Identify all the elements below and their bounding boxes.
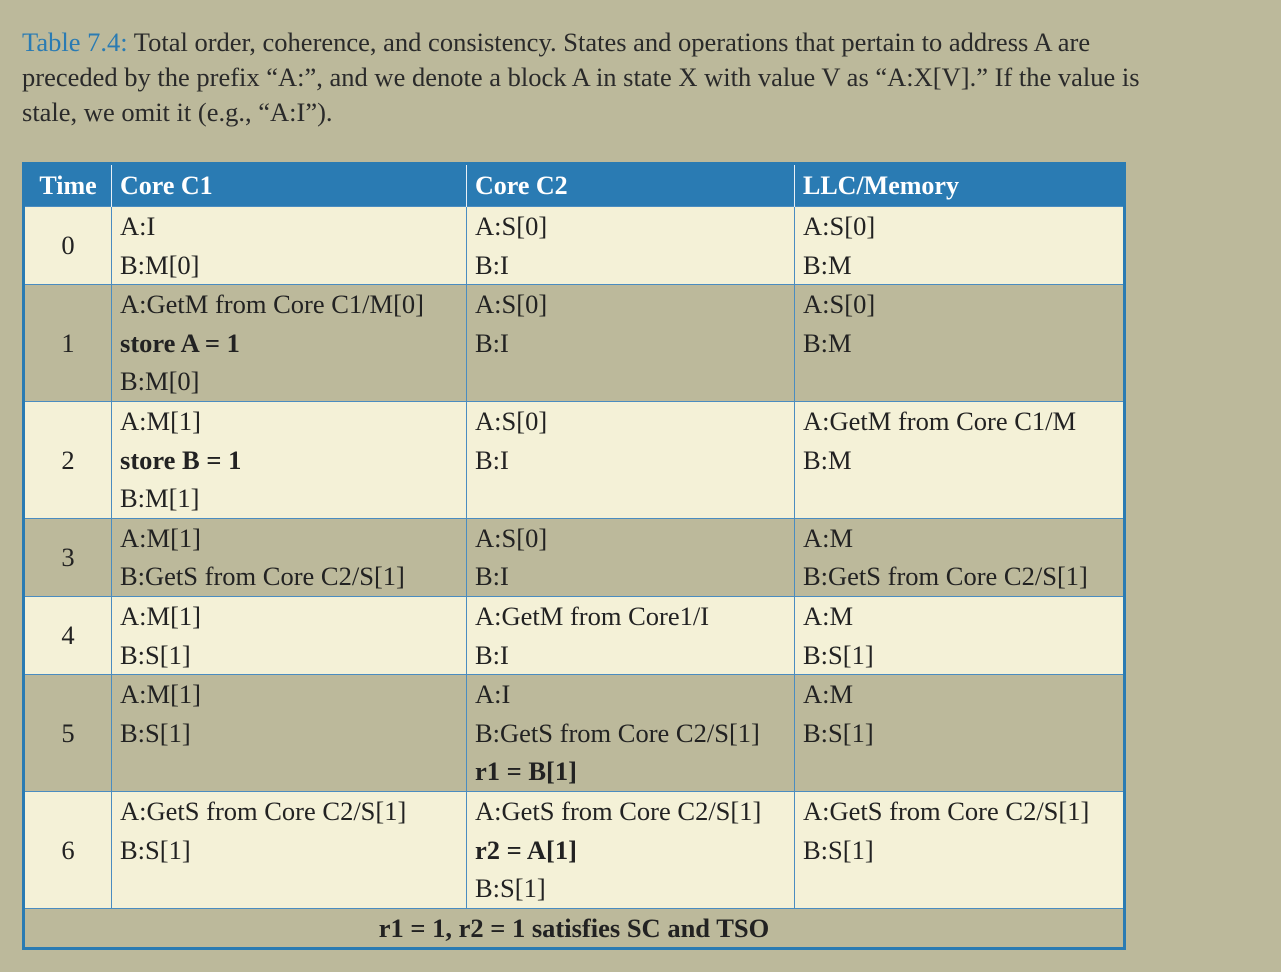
- store-operation: store A = 1: [120, 327, 240, 358]
- llc-cell: [795, 675, 1125, 792]
- time-cell: 4: [24, 596, 112, 674]
- cell-line: B:GetS from Core C2/S[1]: [120, 561, 405, 592]
- caption-text: Total order, coherence, and consistency. States and operations that pertain to address A are preceded by the prefix “A:”, and we denote a block A in state X with value V as “A:X[V].” If the value is stale, we omit it (e.g., “A:I”).: [22, 27, 1140, 127]
- core-c2-cell: [467, 675, 795, 792]
- core-c2-cell: [467, 285, 795, 402]
- cell-line: B:S[1]: [120, 834, 191, 865]
- cell-line: B:I: [475, 249, 509, 280]
- cell-line: B:S[1]: [475, 873, 546, 904]
- header-core-c2: Core C2: [467, 164, 795, 207]
- cell-line: A:M[1]: [120, 405, 201, 436]
- core-c1-cell: [112, 207, 467, 285]
- cell-line: A:M[1]: [120, 679, 201, 710]
- cell-line: B:S[1]: [120, 717, 191, 748]
- core-c2-cell: [467, 596, 795, 674]
- cell-line: B:M: [803, 444, 852, 475]
- header-llc-memory: LLC/Memory: [795, 164, 1125, 207]
- table-header-row: [24, 164, 1125, 207]
- table-row: [24, 207, 1125, 285]
- table-row: [24, 675, 1125, 792]
- cell-line: A:S[0]: [475, 405, 548, 436]
- cell-line: A:M[1]: [120, 522, 201, 553]
- table-footer: r1 = 1, r2 = 1 satisfies SC and TSO: [24, 908, 1125, 948]
- header-time: Time: [24, 164, 112, 207]
- cell-line: B:M: [803, 327, 852, 358]
- core-c1-cell: [112, 401, 467, 518]
- store-operation: store B = 1: [120, 444, 242, 475]
- llc-cell: [795, 518, 1125, 596]
- time-cell: 2: [24, 401, 112, 518]
- cell-line: B:M[0]: [120, 249, 200, 280]
- cell-line: A:S[0]: [475, 522, 548, 553]
- cell-line: A:S[0]: [803, 211, 876, 241]
- cell-line: A:I: [475, 679, 511, 710]
- time-cell: 1: [24, 285, 112, 402]
- cell-line: A:M: [803, 522, 854, 553]
- cell-line: B:I: [475, 444, 509, 475]
- cell-line: B:I: [475, 561, 509, 592]
- table-footer-row: [24, 908, 1125, 948]
- llc-cell: [795, 791, 1125, 908]
- cell-line: A:M: [803, 600, 854, 631]
- llc-cell: [795, 285, 1125, 402]
- cell-line: B:I: [475, 327, 509, 358]
- cell-line: A:I: [120, 211, 156, 241]
- cell-line: A:GetS from Core C2/S[1]: [475, 795, 762, 826]
- header-core-c1: Core C1: [112, 164, 467, 207]
- cell-line: A:S[0]: [475, 211, 548, 241]
- cell-line: B:GetS from Core C2/S[1]: [803, 561, 1088, 592]
- cell-line: A:GetM from Core1/I: [475, 600, 710, 631]
- llc-cell: [795, 207, 1125, 285]
- time-cell: 3: [24, 518, 112, 596]
- load-result: r2 = A[1]: [475, 834, 577, 865]
- cell-line: B:GetS from Core C2/S[1]: [475, 717, 760, 748]
- core-c2-cell: [467, 207, 795, 285]
- cell-line: A:S[0]: [803, 289, 876, 320]
- table-row: [24, 285, 1125, 402]
- time-cell: 6: [24, 791, 112, 908]
- cell-line: A:S[0]: [475, 289, 548, 320]
- table-row: [24, 791, 1125, 908]
- cell-line: A:M: [803, 679, 854, 710]
- llc-cell: [795, 596, 1125, 674]
- llc-cell: [795, 401, 1125, 518]
- coherence-table: [22, 162, 1126, 950]
- cell-line: B:S[1]: [803, 639, 874, 670]
- core-c1-cell: [112, 791, 467, 908]
- core-c2-cell: [467, 791, 795, 908]
- core-c2-cell: [467, 401, 795, 518]
- core-c1-cell: [112, 285, 467, 402]
- load-result: r1 = B[1]: [475, 756, 577, 787]
- core-c1-cell: [112, 518, 467, 596]
- cell-line: A:GetM from Core C1/M: [803, 405, 1077, 436]
- cell-line: A:GetS from Core C2/S[1]: [120, 795, 407, 826]
- core-c1-cell: [112, 675, 467, 792]
- time-cell: 0: [24, 207, 112, 285]
- table-row: [24, 596, 1125, 674]
- cell-line: B:S[1]: [803, 834, 874, 865]
- cell-line: A:GetM from Core C1/M[0]: [120, 289, 424, 320]
- table-row: [24, 401, 1125, 518]
- cell-line: B:M[1]: [120, 483, 200, 514]
- cell-line: B:M[0]: [120, 366, 200, 397]
- cell-line: B:S[1]: [803, 717, 874, 748]
- core-c2-cell: [467, 518, 795, 596]
- table-caption: [22, 25, 1142, 130]
- cell-line: B:M: [803, 249, 852, 280]
- coherence-table-wrapper: [22, 162, 1123, 950]
- cell-line: B:S[1]: [120, 639, 191, 670]
- cell-line: B:I: [475, 639, 509, 670]
- table-row: [24, 518, 1125, 596]
- caption-label: Table 7.4:: [22, 27, 128, 57]
- time-cell: 5: [24, 675, 112, 792]
- cell-line: A:GetS from Core C2/S[1]: [803, 795, 1090, 826]
- core-c1-cell: [112, 596, 467, 674]
- cell-line: A:M[1]: [120, 600, 201, 631]
